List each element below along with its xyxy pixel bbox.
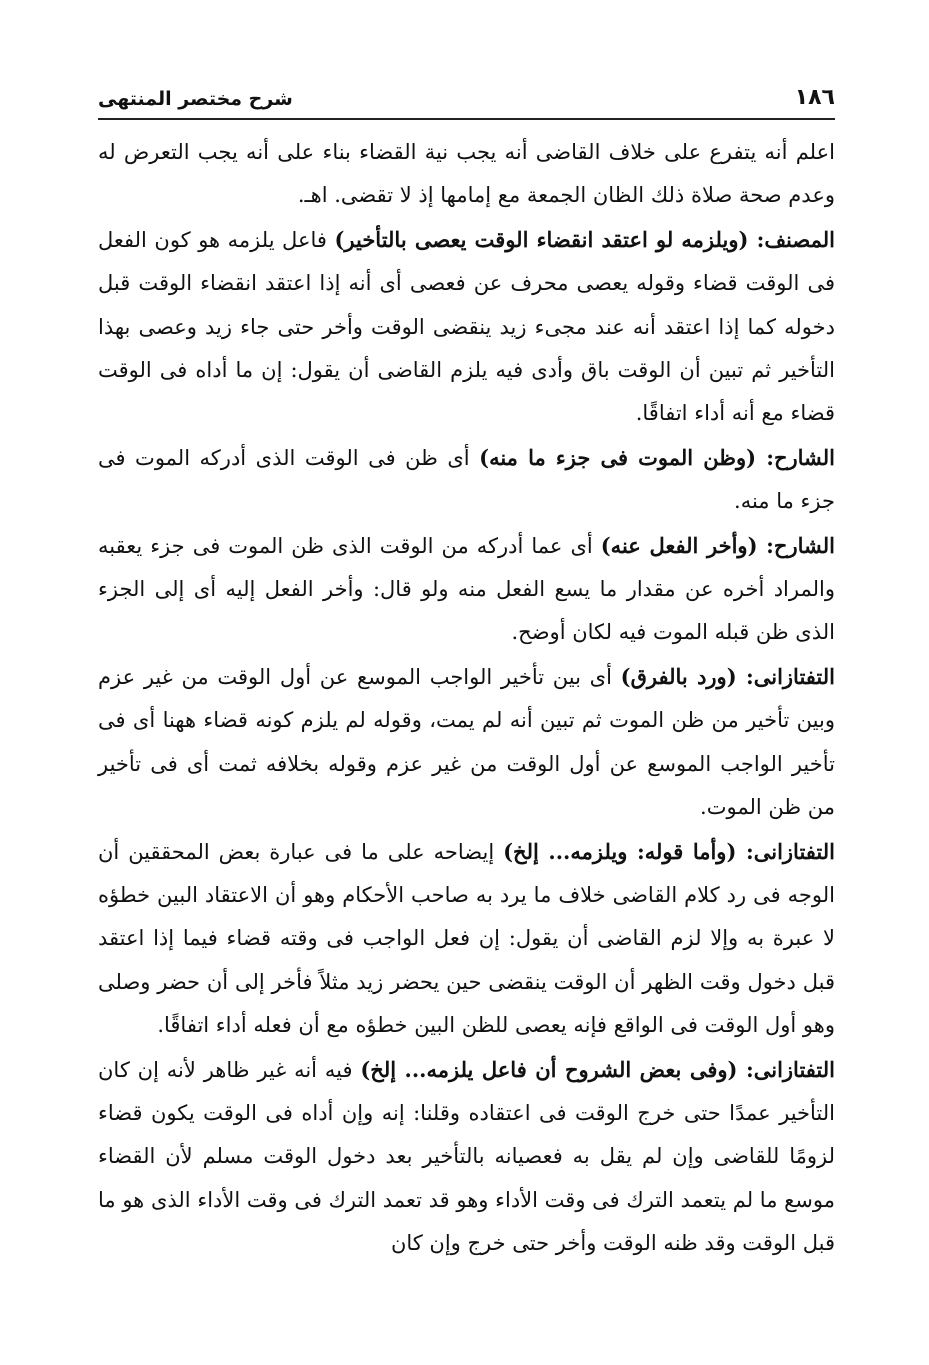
running-header (98, 76, 835, 110)
paragraph-text: فيه أنه غير ظاهر لأنه إن كان التأخير عمدًا حتى خرج الوقت فى اعتقاده وقلنا: إنه وإن أداه فى الوقت يكون قضاء لزومًا للقاضى وإن لم يقل به فعصيانه بالتأخير بعد دخول الوقت مسلم لأن القضاء موسع ما لم يتعمد الترك فى وقت الأداء وهو قد تعمد الترك فى وقت الأداء الذى هو ما قبل الوقت وقد ظنه الوقت وأخر حتى خرج وإن كان (98, 1057, 835, 1256)
page-number: ١٨٦ (794, 85, 835, 110)
quoted-text: (وأما قوله: ويلزمه... إلخ) (503, 838, 737, 864)
paragraph-text: فاعل يلزمه هو كون الفعل فى الوقت قضاء وقوله يعصى محرف عن فعصى أى أنه إذا اعتقد انقضاء الوقت قبل دخوله كما إذا اعتقد أنه عند مجىء زيد ينقضى الوقت وأخر حتى جاء زيد وعصى بهذا التأخير ثم تبين أن الوقت باق وأدى فيه يلزم القاضى أن يقول: إن ما أداه فى الوقت قضاء مع أنه أداء اتفاقًا. (98, 227, 835, 426)
speaker-label: التفتازانى: (737, 1056, 835, 1082)
speaker-label: الشارح: (756, 444, 836, 470)
quoted-text: (ويلزمه لو اعتقد انقضاء الوقت يعصى بالتأخير) (334, 226, 749, 252)
paragraph-intro (98, 130, 835, 218)
commentary-body (98, 130, 835, 1266)
speaker-label: الشارح: (757, 532, 835, 558)
paragraph-taftazani-3 (98, 1048, 835, 1266)
quoted-text: (ورد بالفرق) (620, 663, 737, 689)
paragraph-sharih-2 (98, 524, 835, 655)
paragraph-musannif (98, 218, 835, 436)
book-title: شرح مختصر المنتهى (98, 88, 293, 110)
quoted-text: (وظن الموت فى جزء ما منه) (479, 444, 757, 470)
quoted-text: (وفى بعض الشروح أن فاعل يلزمه... إلخ) (360, 1056, 738, 1082)
paragraph-text: اعلم أنه يتفرع على خلاف القاضى أنه يجب نية القضاء بناء على أنه يجب التعرض له وعدم صحة صلاة ذلك الظان الجمعة مع إمامها إذ لا تقضى. اهـ. (98, 140, 835, 208)
paragraph-text: إيضاحه على ما فى عبارة بعض المحققين أن الوجه فى رد كلام القاضى خلاف ما يرد به صاحب الأحكام وهو أن الاعتقاد البين خطؤه لا عبرة به وإلا لزم القاضى أن يقول: إن فعل الواجب فى وقته قضاء فيما إذا اعتقد قبل دخول وقت الظهر أن الوقت ينقضى حين يحضر زيد مثلاً فأخر إلى أن حضر وصلى وهو أول الوقت فى الواقع فإنه يعصى للظن البين خطؤه مع أن فعله أداء اتفاقًا. (98, 839, 835, 1038)
speaker-label: المصنف: (748, 226, 835, 252)
speaker-label: التفتازانى: (736, 663, 835, 689)
paragraph-taftazani-1 (98, 655, 835, 830)
paragraph-text: أى بين تأخير الواجب الموسع عن أول الوقت من غير عزم وبين تأخير من ظن الموت ثم تبين أنه لم يمت، وقوله لم يلزم كونه قضاء ههنا أى فى تأخير الواجب الموسع عن أول الوقت من غير عزم وقوله بخلافه ثمت أى فى تأخير من ظن الموت. (98, 664, 835, 820)
paragraph-taftazani-2 (98, 830, 835, 1048)
paragraph-text: أى عما أدركه من الوقت الذى ظن الموت فى جزء يعقبه والمراد أخره عن مقدار ما يسع الفعل منه ولو قال: وأخر الفعل إليه أى إلى الجزء الذى ظن قبله الموت فيه لكان أوضح. (98, 533, 835, 645)
quoted-text: (وأخر الفعل عنه) (600, 532, 758, 558)
header-divider (98, 118, 835, 120)
paragraph-sharih-1 (98, 436, 835, 524)
speaker-label: التفتازانى: (736, 838, 835, 864)
paragraph-text: أى ظن فى الوقت الذى أدركه الموت فى جزء ما منه. (98, 445, 835, 514)
